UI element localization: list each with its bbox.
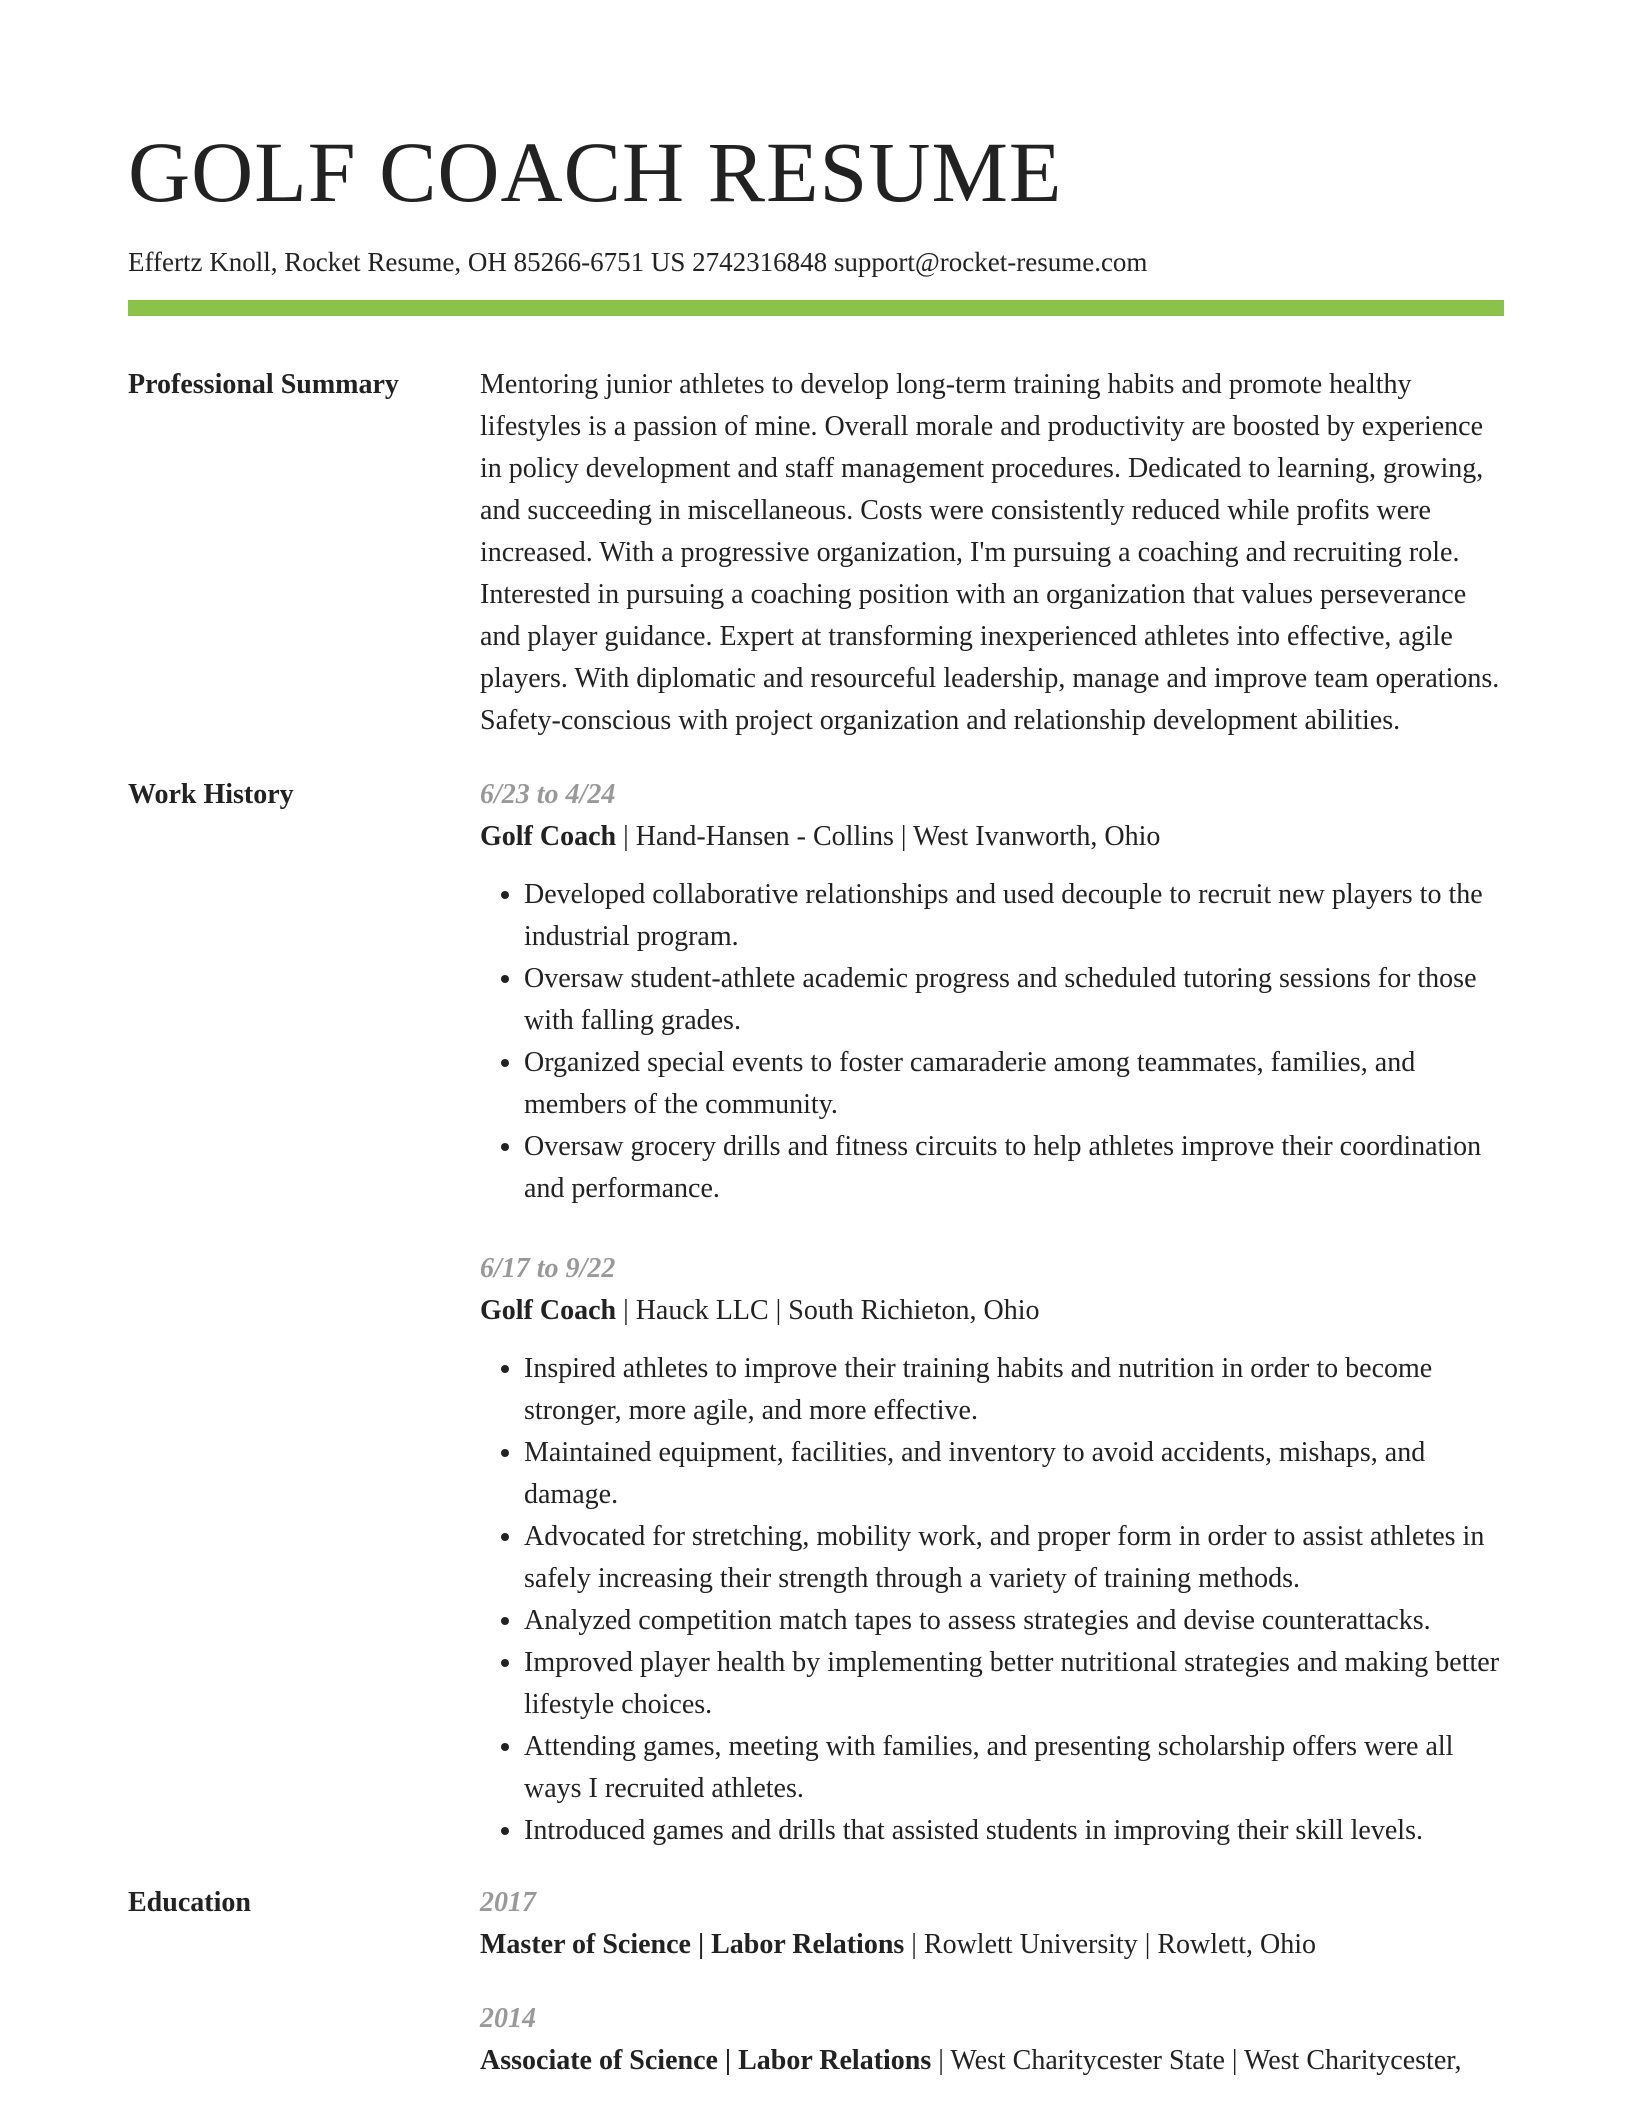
summary-section — [128, 364, 1504, 742]
education-details: | Rowlett University | Rowlett, Ohio — [904, 1929, 1317, 1960]
job-dates: 6/17 to 9/22 — [480, 1253, 616, 1284]
job-bullet: • Analyzed competition match tapes to assess strategies and devise counterattacks. — [524, 1600, 1504, 1642]
education-section — [128, 1882, 1504, 2082]
job-title: Golf Coach — [480, 1295, 617, 1326]
job-bullet: • Attending games, meeting with families, and presenting scholarship offers were all ways I recruited athletes. — [524, 1726, 1504, 1810]
education-year: 2014 — [480, 2003, 536, 2034]
education-body — [480, 1882, 1504, 2082]
job-role-line — [480, 1290, 1504, 1332]
job-dates: 6/23 to 4/24 — [480, 779, 616, 810]
job-bullet: • Improved player health by implementing better nutritional strategies and making better lifestyle choices. — [524, 1642, 1504, 1726]
job-bullets — [480, 1348, 1504, 1852]
education-degree: Associate of Science | Labor Relations — [480, 2045, 932, 2076]
job-bullet: • Organized special events to foster camaraderie among teammates, families, and members of the community. — [524, 1042, 1504, 1126]
education-line — [480, 2040, 1504, 2082]
job-bullet: • Oversaw grocery drills and fitness circuits to help athletes improve their coordination and performance. — [524, 1126, 1504, 1210]
job-entry — [480, 1248, 1504, 1852]
job-bullet: • Introduced games and drills that assisted students in improving their skill levels. — [524, 1810, 1504, 1852]
work-history-section — [128, 774, 1504, 1852]
summary-label: Professional Summary — [128, 369, 399, 400]
summary-text: Mentoring junior athletes to develop long-term training habits and promote healthy lifestyles is a passion of mine. Overall morale and productivity are boosted by experience in policy development and staff management procedures. Dedicated to learning, growing, and succeeding in miscellaneous. Costs were consistently reduced while profits were increased. With a progressive organization, I'm pursuing a coaching and recruiting role. Interested in pursuing a coaching position with an organization that values perseverance and player guidance. Expert at transforming inexperienced athletes into effective, agile players. With diplomatic and resourceful leadership, manage and improve team operations. Safety-conscious with project organization and relationship development abilities. — [480, 369, 1500, 736]
job-title: Golf Coach — [480, 821, 617, 852]
education-entry — [480, 1882, 1504, 1966]
education-degree: Master of Science | Labor Relations — [480, 1929, 905, 1960]
resume-title: GOLF COACH RESUME — [128, 124, 1063, 220]
education-line — [480, 1924, 1504, 1966]
job-bullet: • Oversaw student-athlete academic progress and scheduled tutoring sessions for those with falling grades. — [524, 958, 1504, 1042]
job-bullets — [480, 874, 1504, 1210]
education-details: | West Charitycester State | West Charitycester, — [931, 2045, 1462, 2076]
job-bullet: • Advocated for stretching, mobility work, and proper form in order to assist athletes in safely increasing their strength through a variety of training methods. — [524, 1516, 1504, 1600]
contact-line: Effertz Knoll, Rocket Resume, OH 85266-6751 US 2742316848 support@rocket-resume.com — [128, 247, 1148, 277]
job-details: | Hauck LLC | South Richieton, Ohio — [616, 1295, 1040, 1326]
job-details: | Hand-Hansen - Collins | West Ivanworth, Ohio — [616, 821, 1161, 852]
job-bullet: • Maintained equipment, facilities, and inventory to avoid accidents, mishaps, and damage. — [524, 1432, 1504, 1516]
education-entry — [480, 1998, 1504, 2082]
work-history-body — [480, 774, 1504, 1852]
job-bullet: • Developed collaborative relationships and used decouple to recruit new players to the industrial program. — [524, 874, 1504, 958]
education-label: Education — [128, 1887, 251, 1918]
job-bullet: • Inspired athletes to improve their training habits and nutrition in order to become stronger, more agile, and more effective. — [524, 1348, 1504, 1432]
job-role-line — [480, 816, 1504, 858]
work-history-label: Work History — [128, 779, 294, 810]
header-divider — [128, 300, 1504, 316]
education-year: 2017 — [480, 1887, 536, 1918]
job-entry — [480, 774, 1504, 1210]
